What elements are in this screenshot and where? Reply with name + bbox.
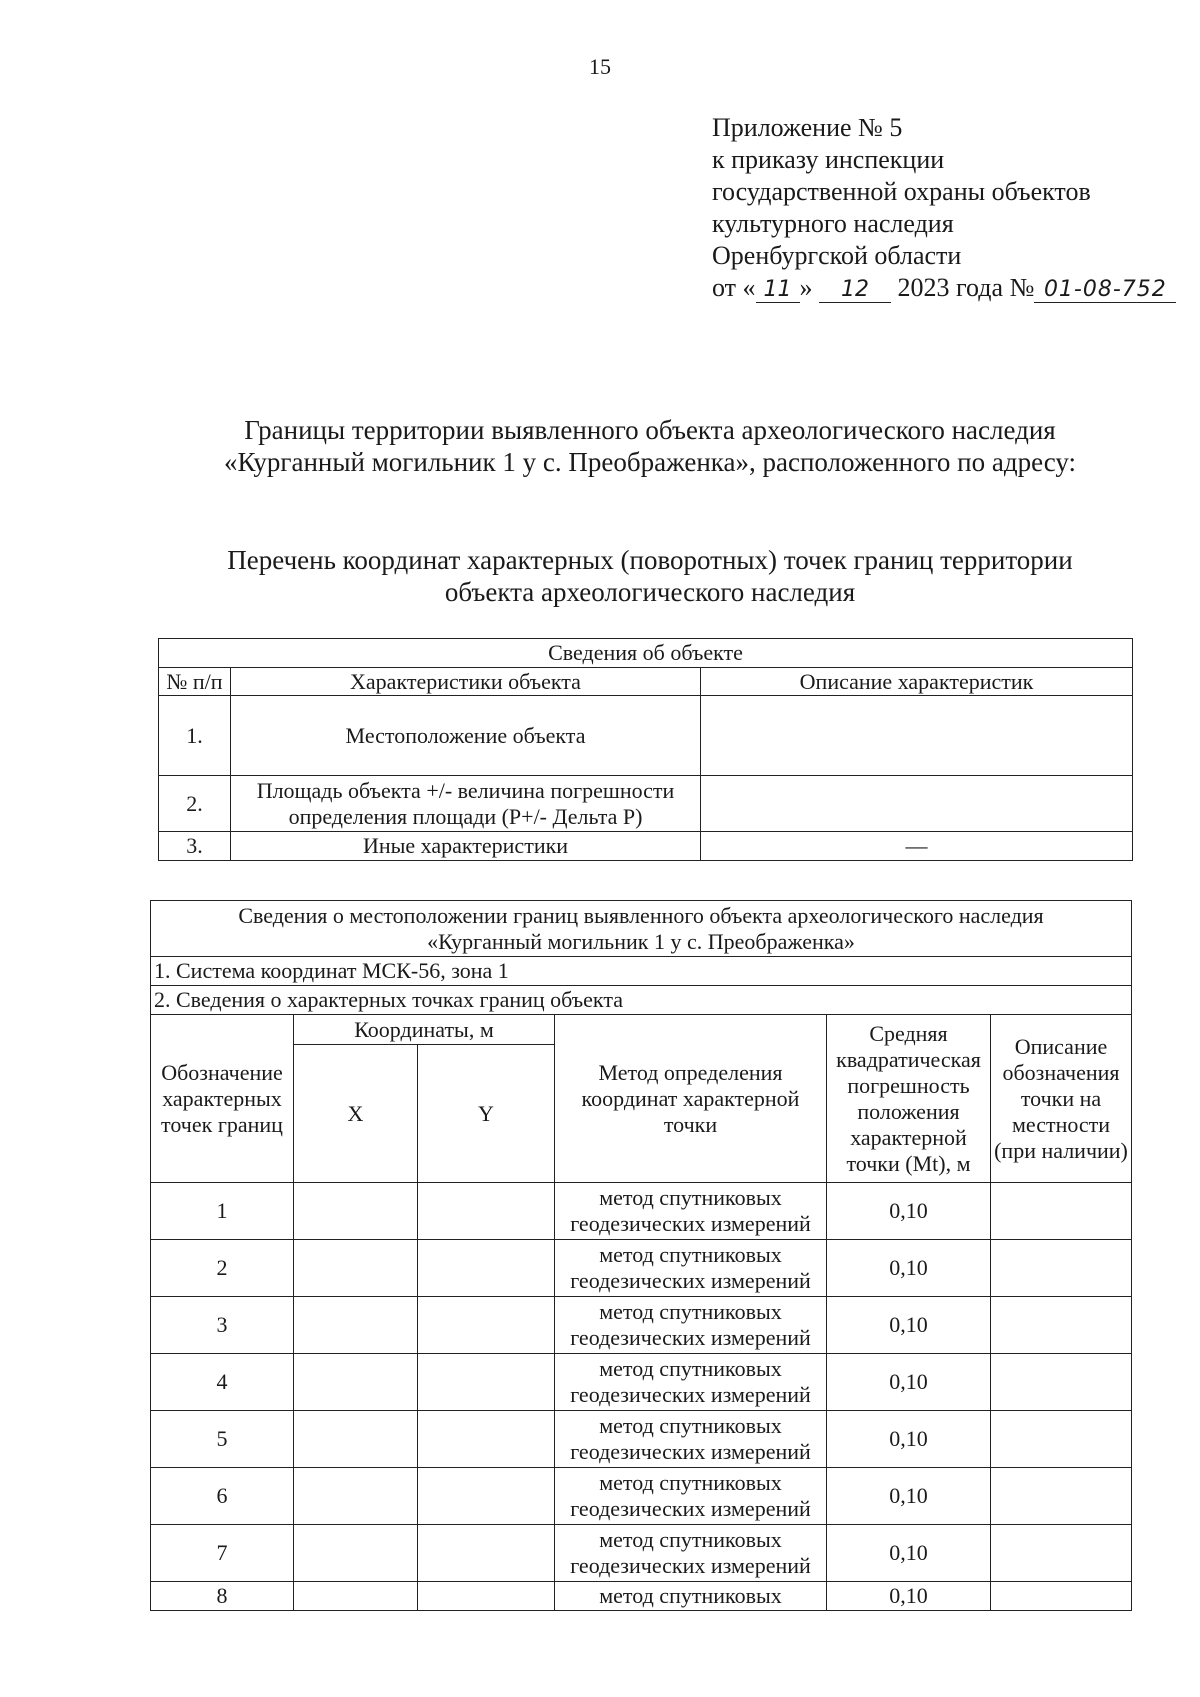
method-line: геодезических измерений (570, 1325, 811, 1350)
point-error: 0,10 (827, 1297, 991, 1354)
heading-line: Границы территории выявленного объекта археологического наследия (244, 415, 1056, 445)
appendix-line: к приказу инспекции (712, 145, 945, 174)
point-method (555, 1297, 827, 1354)
row-characteristic: Площадь объекта +/- величина погрешности определения площади (Р+/- Дельта Р) (231, 776, 701, 832)
row-description (701, 776, 1133, 832)
header-method: Метод определения координат характерной точки (555, 1015, 827, 1183)
point-method (555, 1468, 827, 1525)
point-description (991, 1183, 1132, 1240)
point-description (991, 1525, 1132, 1582)
appendix-date-line (712, 272, 1176, 304)
page-number: 15 (589, 54, 611, 79)
point-y (418, 1525, 555, 1582)
point-x (294, 1240, 418, 1297)
point-method (555, 1240, 827, 1297)
year-text: 2023 года № (897, 273, 1035, 302)
points-title-line: Сведения о местоположении границ выявленного объекта археологического наследия (238, 902, 1044, 928)
appendix-line: государственной охраны объектов (712, 177, 1091, 206)
point-description (991, 1354, 1132, 1411)
appendix-line: культурного наследия (712, 209, 954, 238)
handwritten-month: 12 (819, 278, 891, 303)
row-num: 1. (159, 696, 231, 776)
point-y (418, 1354, 555, 1411)
table-row (151, 1582, 1132, 1611)
point-y (418, 1297, 555, 1354)
row-num: 2. (159, 776, 231, 832)
method-line: метод спутниковых (599, 1470, 782, 1495)
method-line: геодезических измерений (570, 1382, 811, 1407)
point-x (294, 1354, 418, 1411)
method-line: метод спутниковых (599, 1356, 782, 1381)
date-prefix: от « (712, 273, 756, 302)
header-num: № п/п (159, 668, 231, 696)
point-description (991, 1411, 1132, 1468)
header-coordinates: Координаты, м (294, 1015, 555, 1045)
method-line: метод спутниковых (599, 1242, 782, 1267)
point-x (294, 1297, 418, 1354)
point-error: 0,10 (827, 1525, 991, 1582)
point-y (418, 1240, 555, 1297)
row-characteristic: Иные характеристики (231, 832, 701, 861)
point-id: 2 (151, 1240, 294, 1297)
header-description: Описание характеристик (701, 668, 1133, 696)
coordinates-list-heading (0, 544, 1200, 608)
point-id: 3 (151, 1297, 294, 1354)
point-error: 0,10 (827, 1183, 991, 1240)
point-error: 0,10 (827, 1354, 991, 1411)
point-description (991, 1240, 1132, 1297)
point-error: 0,10 (827, 1468, 991, 1525)
point-error: 0,10 (827, 1582, 991, 1611)
point-id: 1 (151, 1183, 294, 1240)
method-line: метод спутниковых (599, 1299, 782, 1324)
handwritten-day: 11 (756, 278, 800, 303)
table-row (159, 776, 1133, 832)
header-designation: Обозначение характерных точек границ (151, 1015, 294, 1183)
point-x (294, 1183, 418, 1240)
point-y (418, 1183, 555, 1240)
table-row (151, 1297, 1132, 1354)
date-mid: » (799, 273, 813, 302)
point-id: 6 (151, 1468, 294, 1525)
header-y: Y (418, 1045, 555, 1183)
table-row (159, 696, 1133, 776)
row-characteristic: Местоположение объекта (231, 696, 701, 776)
table-row (151, 1468, 1132, 1525)
method-line: геодезических измерений (570, 1439, 811, 1464)
handwritten-order-number: 01-08-752 (1034, 278, 1176, 303)
point-x (294, 1411, 418, 1468)
method-line: геодезических измерений (570, 1553, 811, 1578)
point-description (991, 1582, 1132, 1611)
table-row (151, 1525, 1132, 1582)
appendix-block (712, 112, 1176, 304)
coordinate-system: 1. Система координат МСК-56, зона 1 (151, 957, 1132, 986)
point-y (418, 1411, 555, 1468)
method-line: метод спутниковых (599, 1527, 782, 1552)
header-x: X (294, 1045, 418, 1183)
point-id: 4 (151, 1354, 294, 1411)
table-row (151, 1240, 1132, 1297)
point-x (294, 1582, 418, 1611)
heading-line: объекта археологического наследия (444, 577, 856, 607)
point-y (418, 1582, 555, 1611)
point-method: метод спутниковых (555, 1582, 827, 1611)
point-description (991, 1468, 1132, 1525)
point-x (294, 1468, 418, 1525)
point-y (418, 1468, 555, 1525)
object-info-table (158, 638, 1133, 861)
point-method (555, 1525, 827, 1582)
table-row (151, 1411, 1132, 1468)
method-line: метод спутниковых (599, 1185, 782, 1210)
point-error: 0,10 (827, 1240, 991, 1297)
row-description (701, 696, 1133, 776)
row-num: 3. (159, 832, 231, 861)
row-description: — (701, 832, 1133, 861)
heading-line: «Курганный могильник 1 у с. Преображенка», расположенного по адресу: (223, 447, 1077, 477)
method-line: геодезических измерений (570, 1268, 811, 1293)
point-id: 7 (151, 1525, 294, 1582)
header-point-description: Описание обозначения точки на местности (при наличии) (991, 1015, 1132, 1183)
appendix-line: Приложение № 5 (712, 113, 903, 142)
point-method (555, 1183, 827, 1240)
point-error: 0,10 (827, 1411, 991, 1468)
point-id: 8 (151, 1582, 294, 1611)
table-row (151, 1354, 1132, 1411)
point-x (294, 1525, 418, 1582)
point-method (555, 1354, 827, 1411)
boundaries-heading (0, 414, 1200, 478)
heading-line: Перечень координат характерных (поворотных) точек границ территории (227, 545, 1073, 575)
boundary-points-table (150, 900, 1132, 1611)
appendix-line: Оренбургской области (712, 241, 962, 270)
points-title-line: «Курганный могильник 1 у с. Преображенка» (427, 928, 855, 954)
points-section: 2. Сведения о характерных точках границ объекта (151, 986, 1132, 1015)
point-description (991, 1297, 1132, 1354)
method-line: метод спутниковых (599, 1413, 782, 1438)
header-error: Средняя квадратическая погрешность положения характерной точки (Mt), м (827, 1015, 991, 1183)
object-table-title: Сведения об объекте (159, 639, 1133, 668)
points-table-title (151, 901, 1132, 957)
header-characteristic: Характеристики объекта (231, 668, 701, 696)
method-line: геодезических измерений (570, 1496, 811, 1521)
point-method (555, 1411, 827, 1468)
table-row (159, 832, 1133, 861)
point-id: 5 (151, 1411, 294, 1468)
table-row (151, 1183, 1132, 1240)
method-line: геодезических измерений (570, 1211, 811, 1236)
